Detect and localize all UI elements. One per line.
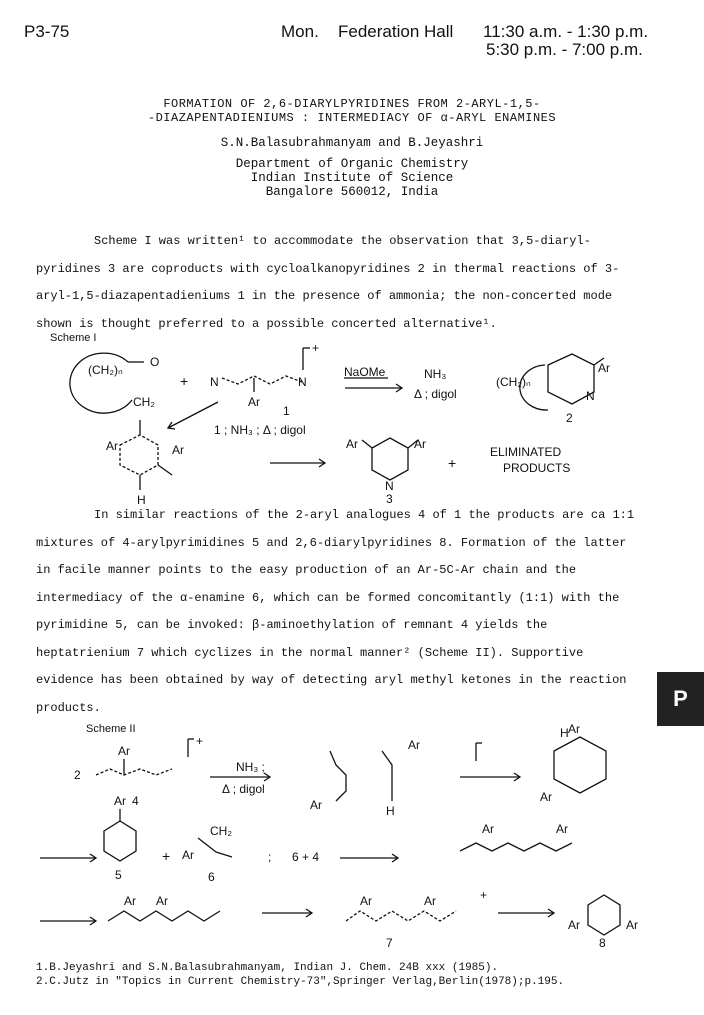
paper-authors: S.N.Balasubrahmanyam and B.Jeyashri: [220, 136, 484, 150]
plus-sign-1: +: [180, 373, 189, 389]
cyclization-ring: [554, 737, 606, 793]
compound-1-label: 1: [283, 404, 290, 418]
s2-h-2: H: [560, 726, 569, 740]
reagent-digol: Δ ; digol: [414, 387, 457, 401]
arrow-conditions: 1 ; NH₃ ; Δ ; digol: [214, 423, 306, 437]
products-label: PRODUCTS: [503, 461, 571, 475]
s2-ar-6: Ar: [114, 794, 126, 808]
intermediate-ring: [120, 435, 158, 475]
s2-plus: +: [162, 848, 171, 864]
heptatrienium-chain-1: [108, 911, 220, 921]
paper-title-line-1: FORMATION OF 2,6-DIARYLPYRIDINES FROM 2-ARYL-1,5-: [163, 97, 541, 111]
scheme-1-diagram: [0, 340, 704, 505]
s2-ch2: CH₂: [210, 824, 232, 838]
s2-ar-1: Ar: [118, 744, 130, 758]
intermediate-h: H: [137, 493, 146, 507]
s2-charge-2: +: [480, 888, 488, 902]
s2-h-1: H: [386, 804, 395, 818]
s2-ar-15: Ar: [626, 918, 638, 932]
compound-5-ring: [104, 821, 136, 861]
footnote-2: 2.C.Jutz in "Topics in Current Chemistry-73",Springer Verlag,Berlin(1978);p.195.: [36, 976, 565, 988]
enamine-chain-2: [382, 751, 392, 801]
compound-8-ring: [588, 895, 620, 935]
session-day: Mon.: [281, 22, 319, 41]
session-code: P3-75: [24, 22, 70, 41]
compound-3-ring: [372, 438, 408, 480]
eliminated-label: ELIMINATED: [490, 445, 562, 459]
chain-1: [222, 376, 302, 384]
s2-charge-1: +: [196, 734, 204, 748]
aminoethylation-chain: [460, 843, 572, 851]
n-pyridine: N: [586, 389, 595, 403]
session-location: Federation Hall: [338, 22, 454, 41]
reagent-nh3: NH₃: [424, 367, 447, 381]
compound-4-label: 4: [132, 794, 139, 808]
affiliation-line-3: Bangalore 560012, India: [265, 185, 439, 199]
s2-ar-4: Ar: [568, 722, 580, 736]
s2-reagent-digol: Δ ; digol: [222, 782, 265, 796]
intermediate-ar-1: Ar: [106, 439, 118, 453]
footnote-1: 1.B.Jeyashri and S.N.Balasubrahmanyam, Indian J. Chem. 24B xxx (1985).: [36, 962, 499, 974]
compound-3-ar-1: Ar: [346, 437, 358, 451]
ar-label-2: Ar: [598, 361, 610, 375]
s2-ar-7: Ar: [182, 848, 194, 862]
compound-3-n: N: [385, 479, 394, 493]
s2-ar-5: Ar: [540, 790, 552, 804]
paper-title-line-2: -DIAZAPENTADIENIUMS : INTERMEDIACY OF α-ARYL ENAMINES: [147, 111, 557, 125]
scheme-2-label: Scheme II: [86, 723, 136, 735]
affiliation-line-2: Indian Institute of Science: [250, 171, 454, 185]
body-paragraph-2: In similar reactions of the 2-aryl analogues 4 of 1 the products are ca 1:1 mixtures of 4-arylpyrimidines 5 and 2,6-diarylpyridines 8. Formation of the latter in facile manner points to the easy production of an Ar-5C-Ar chain and the intermediacy of the α-enamine 6, which can be formed concomitantly (1:1) with the pyrimidine 5, can be invoked: β-aminoethylation of remnant 4 yields the heptatrienium 7 which cyclizes in the normal manner² (Scheme II). Supportive evidence has been obtained by way of detecting aryl methyl ketones in the reaction products.: [36, 508, 635, 715]
charge-1: +: [312, 341, 320, 355]
s2-semicolon: ;: [268, 850, 272, 864]
compound-3-label: 3: [386, 492, 393, 506]
enamine-chain: [330, 751, 346, 801]
s2-ar-3: Ar: [408, 738, 420, 752]
compound-5-label: 5: [115, 868, 122, 882]
arrow-diagonal: [168, 402, 218, 428]
s2-reagent-nh3: NH₃ ;: [236, 760, 265, 774]
affiliation-line-1: Department of Organic Chemistry: [235, 157, 469, 171]
cyclo-label-2: (CH₂)ₙ: [496, 375, 531, 389]
ar-label-1: Ar: [248, 395, 260, 409]
plus-sign-2: +: [448, 455, 457, 471]
s2-ar-9: Ar: [556, 822, 568, 836]
compound-7-label: 7: [386, 936, 393, 950]
s2-ar-10: Ar: [124, 894, 136, 908]
reagent-naome: NaOMe: [344, 365, 386, 379]
compound-2-label: 2: [566, 411, 573, 425]
s2-ar-2: Ar: [310, 798, 322, 812]
s2-ar-12: Ar: [360, 894, 372, 908]
compound-3-ar-2: Ar: [414, 437, 426, 451]
s2-ar-8: Ar: [482, 822, 494, 836]
intermediate-ar-2: Ar: [172, 443, 184, 457]
cyclo-label: (CH₂)ₙ: [88, 363, 123, 377]
coef-2: 2: [74, 768, 81, 782]
o-label: O: [150, 355, 160, 369]
session-time-2: 5:30 p.m. - 7:00 p.m.: [486, 40, 643, 59]
session-time-1: 11:30 a.m. - 1:30 p.m.: [483, 22, 649, 41]
section-tab: P: [657, 672, 704, 726]
ch2-label: CH₂: [133, 395, 155, 409]
s2-ar-13: Ar: [424, 894, 436, 908]
s2-ar-14: Ar: [568, 918, 580, 932]
body-paragraph-1: Scheme I was written¹ to accommodate the observation that 3,5-diaryl-pyridines 3 are coproducts with cycloalkanopyridines 2 in thermal reactions of 3-aryl-1,5-diazapentadieniums 1 in the presence of ammonia; the non-concerted mode shown is thought preferred to a possible concerted alternative¹.: [36, 234, 620, 331]
s2-ar-11: Ar: [156, 894, 168, 908]
heptatrienium-chain-7: [346, 911, 456, 921]
compound-4-chain: [96, 769, 172, 775]
compound-8-label: 8: [599, 936, 606, 950]
compound-6-label: 6: [208, 870, 215, 884]
n-left: N: [210, 375, 219, 389]
scheme-1-label: Scheme I: [50, 332, 97, 344]
s2-six-plus-four: 6 + 4: [292, 850, 320, 864]
n-right: N: [298, 375, 307, 389]
